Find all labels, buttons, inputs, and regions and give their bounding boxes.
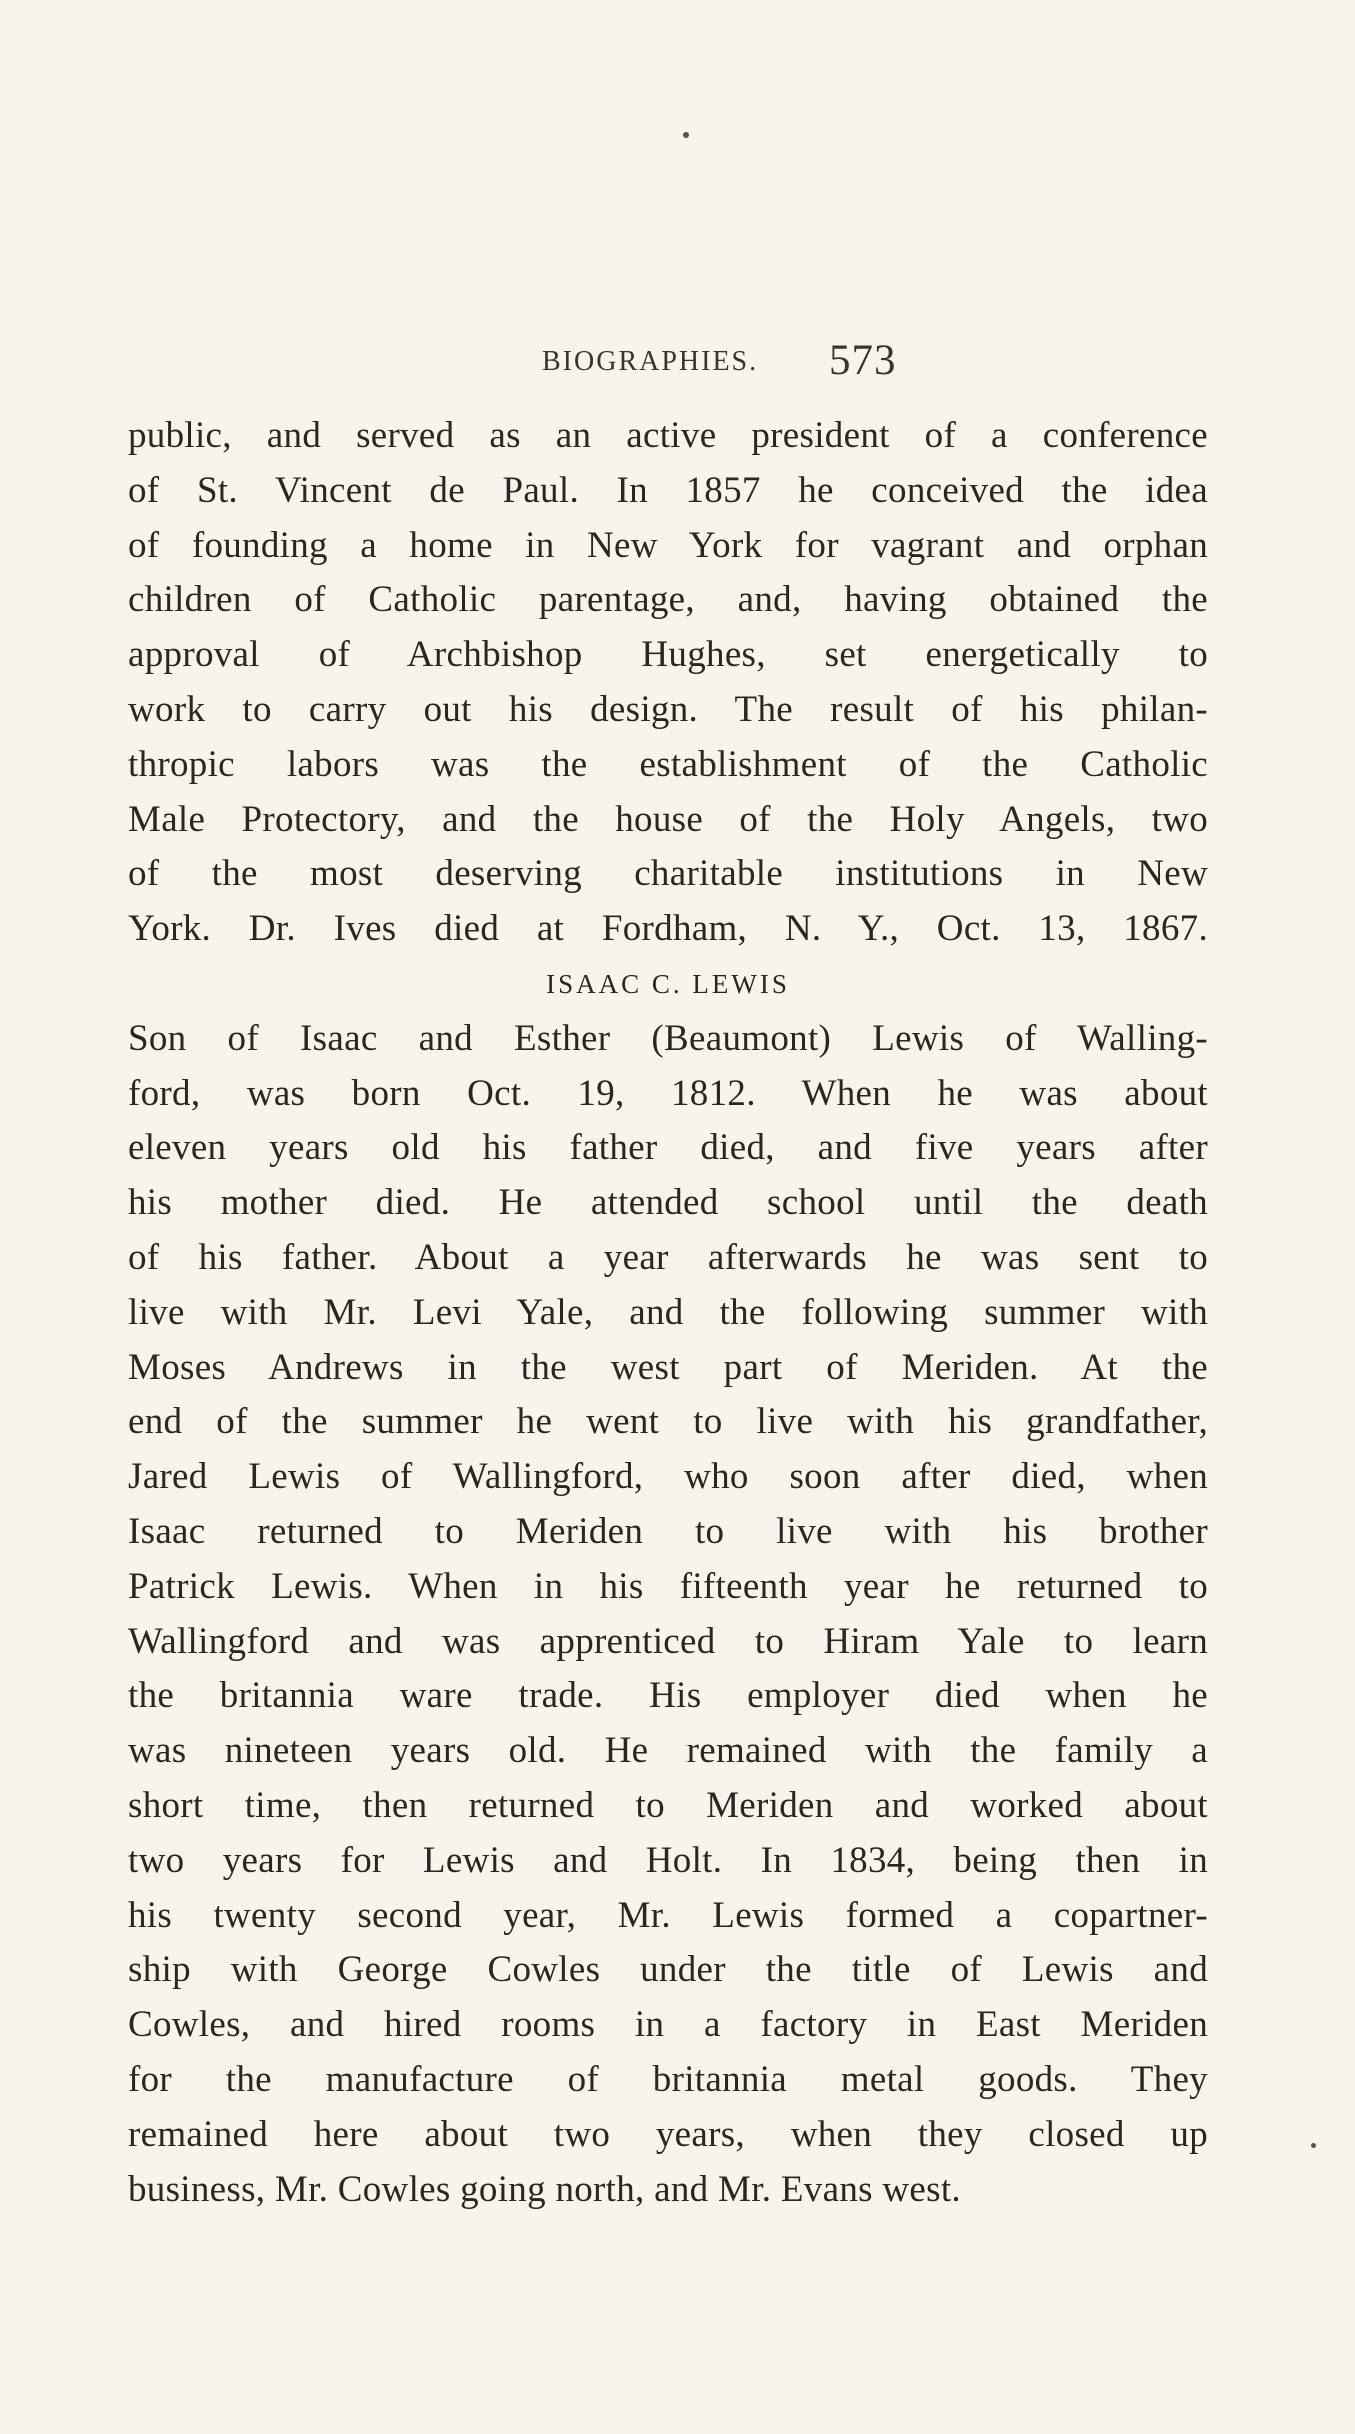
text-line: eleven years old his father died, and five years after — [128, 1127, 1208, 1169]
text-line: live with Mr. Levi Yale, and the following summer with — [128, 1291, 1208, 1333]
text-line: business, Mr. Cowles going north, and Mr. Evans west. — [128, 2168, 961, 2210]
text-line: ship with George Cowles under the title of Lewis and — [128, 1949, 1208, 1991]
text-line: ford, was born Oct. 19, 1812. When he was about — [128, 1072, 1208, 1114]
text-line: Son of Isaac and Esther (Beaumont) Lewis of Walling- — [128, 1017, 1208, 1059]
text-line: public, and served as an active president of a conference — [128, 415, 1208, 456]
page-header — [0, 336, 1355, 396]
text-line: for the manufacture of britannia metal goods. They — [128, 2058, 1208, 2100]
text-line: Moses Andrews in the west part of Meriden. At the — [128, 1346, 1208, 1388]
text-line: of the most deserving charitable institutions in New — [128, 853, 1208, 895]
text-line: Patrick Lewis. When in his fifteenth year he returned to — [128, 1565, 1208, 1607]
body-text — [128, 409, 1208, 2217]
text-line: the britannia ware trade. His employer died when he — [128, 1675, 1208, 1717]
text-line: short time, then returned to Meriden and worked about — [128, 1784, 1208, 1826]
text-line: approval of Archbishop Hughes, set energetically to — [128, 634, 1208, 676]
text-line: end of the summer he went to live with his grandfather, — [128, 1401, 1208, 1443]
text-line: Wallingford and was apprenticed to Hiram Yale to learn — [128, 1620, 1208, 1662]
text-line: Isaac returned to Meriden to live with his brother — [128, 1510, 1208, 1552]
paragraph-lewis-biography — [128, 1012, 1208, 2218]
text-line: remained here about two years, when they closed up — [128, 2113, 1208, 2155]
text-line: work to carry out his design. The result of his philan- — [128, 688, 1208, 730]
text-line: Cowles, and hired rooms in a factory in East Meriden — [128, 2004, 1208, 2046]
text-line: Male Protectory, and the house of the Holy Angels, two — [128, 798, 1208, 840]
text-line: Jared Lewis of Wallingford, who soon after died, when — [128, 1456, 1208, 1498]
text-line: his mother died. He attended school until the death — [128, 1182, 1208, 1224]
running-head: BIOGRAPHIES. — [542, 346, 759, 377]
text-line: two years for Lewis and Holt. In 1834, being then in — [128, 1839, 1208, 1881]
text-line: York. Dr. Ives died at Fordham, N. Y., Oct. 13, 1867. — [128, 908, 1208, 950]
text-line: of his father. About a year afterwards he was sent to — [128, 1236, 1208, 1278]
ink-speck-right — [1311, 2143, 1316, 2148]
paragraph-ives-conclusion — [128, 409, 1208, 957]
text-line: thropic labors was the establishment of the Catholic — [128, 743, 1208, 785]
text-line: his twenty second year, Mr. Lewis formed a copartner- — [128, 1894, 1208, 1936]
text-line: of founding a home in New York for vagrant and orphan — [128, 524, 1208, 566]
text-line: children of Catholic parentage, and, having obtained the — [128, 579, 1208, 621]
section-heading: ISAAC C. LEWIS — [546, 968, 790, 999]
text-line: of St. Vincent de Paul. In 1857 he conceived the idea — [128, 469, 1208, 511]
ink-speck-top — [683, 132, 689, 138]
text-line: was nineteen years old. He remained with the family a — [128, 1730, 1208, 1772]
page-number: 573 — [829, 337, 897, 384]
